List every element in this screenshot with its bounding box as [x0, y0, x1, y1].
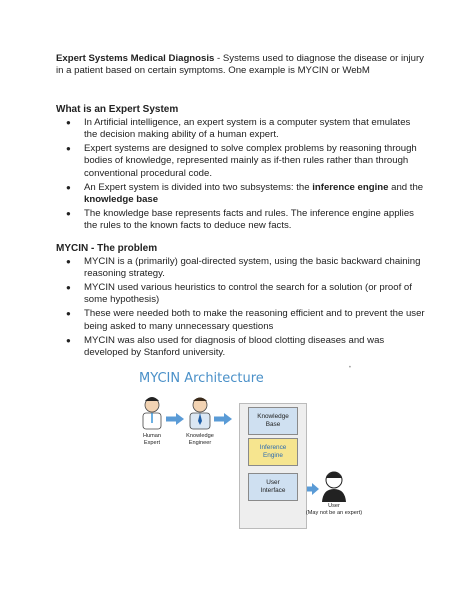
list-item-text: In Artificial intelligence, an expert system is a computer system that emulates the decision making ability of a human expert.: [84, 117, 411, 141]
user-note-label: (May not be an expert): [305, 510, 363, 516]
list-item: [56, 117, 426, 142]
list-item-text: The knowledge base represents facts and rules. The inference engine applies the rules to the known facts to deduce new facts.: [84, 207, 414, 232]
mycin-architecture-figure: [117, 363, 363, 523]
intro-title: Expert Systems Medical Diagnosis: [56, 53, 215, 64]
user-icon: [322, 472, 346, 502]
figure-title: MYCIN Architecture: [139, 371, 264, 386]
list-item-text: MYCIN used various heuristics to control the search for a solution (or proof of some hypothesis): [84, 282, 412, 306]
list-item: [56, 308, 426, 333]
expert-system-list: [56, 117, 426, 234]
bold-term-inference-engine: inference engine: [312, 181, 389, 193]
list-item: [56, 335, 426, 360]
knowledge-base-box: [248, 407, 298, 435]
list-item: [56, 208, 426, 233]
bullet-icon: ●: [66, 335, 71, 345]
knowledge-base-label: Knowledge Base: [257, 413, 289, 428]
list-item-text: MYCIN is a (primarily) goal-directed system, using the basic backward chaining reasoning strategy.: [84, 256, 421, 280]
bold-term-knowledge-base: knowledge base: [84, 193, 159, 205]
inference-engine-label: Inference Engine: [259, 444, 287, 459]
section-heading-expert-system: What is an Expert System: [56, 104, 179, 115]
human-expert-icon: [143, 397, 161, 429]
list-item-text: Expert systems are designed to solve complex problems by reasoning through bodies of knowledge, represented mainly as if-then rules rather than through conventional procedural code.: [84, 143, 417, 179]
arrow-head-icon: [224, 413, 232, 425]
bullet-icon: ●: [66, 208, 71, 218]
knowledge-engineer-icon: [190, 398, 210, 430]
arrow-head-icon: [312, 483, 319, 495]
bullet-icon: ●: [66, 309, 71, 319]
figure-dot: •: [348, 365, 351, 371]
arrow-head-icon: [176, 413, 184, 425]
knowledge-engineer-label: Knowledge Engineer: [186, 433, 214, 446]
inference-engine-box: [248, 438, 298, 466]
intro-text: - Systems used to diagnose the disease or injury in a patient based on certain symptoms. One example is MYCIN or WebM: [56, 53, 424, 77]
list-item: [56, 256, 426, 281]
list-item: [56, 182, 426, 207]
bullet-icon: ●: [66, 144, 71, 154]
list-item-text: MYCIN was also used for diagnosis of blood clotting diseases and was developed by Stanford university.: [84, 334, 385, 358]
section-heading-mycin: MYCIN - The problem: [56, 243, 158, 254]
user-interface-box: [248, 473, 298, 501]
user-label: User: [328, 503, 340, 509]
intro-paragraph: [56, 53, 426, 78]
bullet-icon: ●: [66, 283, 71, 293]
list-item: [56, 143, 426, 180]
bullet-icon: ●: [66, 257, 71, 266]
bullet-icon: ●: [66, 118, 71, 127]
list-item-text: An Expert system is divided into two subsystems: the: [84, 181, 313, 193]
list-item: [56, 282, 426, 307]
list-item-text: These were needed both to make the reasoning efficient and to prevent the user being asked to many unnecessary questions: [84, 308, 425, 332]
bullet-icon: ●: [66, 182, 71, 192]
user-interface-label: User Interface: [260, 479, 286, 494]
list-item-text: and the: [388, 181, 424, 193]
mycin-list: [56, 256, 426, 361]
human-expert-label: Human Expert: [142, 433, 162, 446]
